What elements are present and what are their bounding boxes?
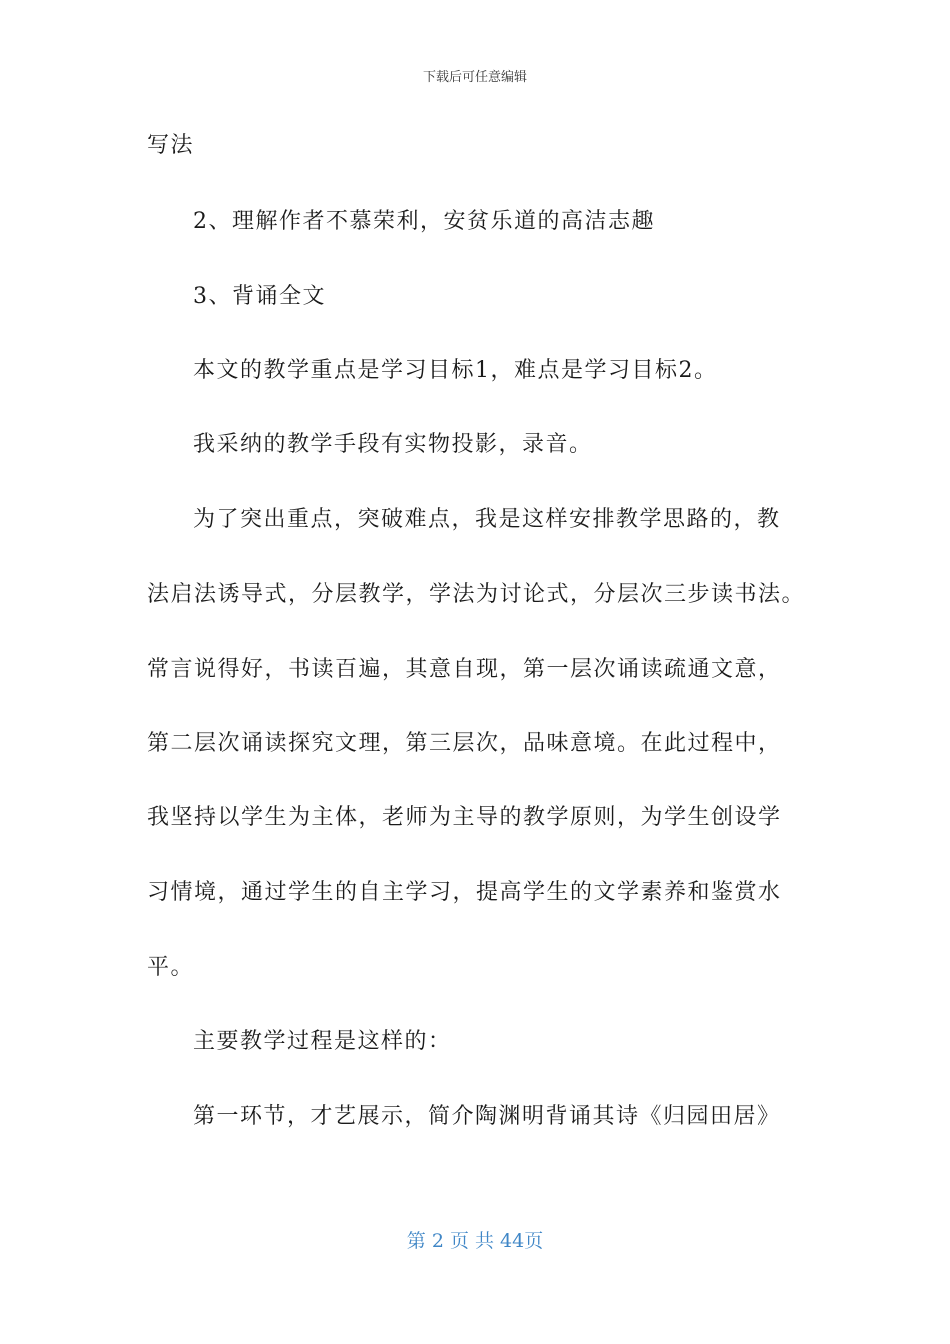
header-note: 下载后可任意编辑	[422, 70, 527, 85]
text-line: 3、背诵全文	[193, 284, 326, 309]
text-line: 习情境，通过学生的自主学习，提高学生的文学素养和鉴赏水	[147, 880, 782, 905]
text-line: 写法	[147, 133, 195, 158]
text-line: 常言说得好，书读百遍，其意自现，第一层次诵读疏通文意，	[147, 657, 782, 682]
text-line: 我坚持以学生为主体，老师为主导的教学原则，为学生创设学	[147, 805, 782, 830]
text-line: 平。	[147, 955, 195, 980]
text-line: 我采纳的教学手段有实物投影，录音。	[193, 432, 593, 457]
text-line: 主要教学过程是这样的：	[193, 1029, 452, 1054]
page-number-footer: 第 2 页 共 44页	[406, 1230, 544, 1252]
text-line: 本文的教学重点是学习目标1，难点是学习目标2。	[193, 358, 718, 383]
text-line: 第一环节，才艺展示，简介陶渊明背诵其诗《归园田居》	[193, 1104, 781, 1129]
text-line: 2、理解作者不慕荣利，安贫乐道的高洁志趣	[193, 209, 655, 234]
text-line: 法启法诱导式，分层教学，学法为讨论式，分层次三步读书法。	[147, 582, 806, 607]
text-line: 为了突出重点，突破难点，我是这样安排教学思路的，教	[193, 507, 781, 532]
text-line: 第二层次诵读探究文理，第三层次，品味意境。在此过程中，	[147, 731, 782, 756]
